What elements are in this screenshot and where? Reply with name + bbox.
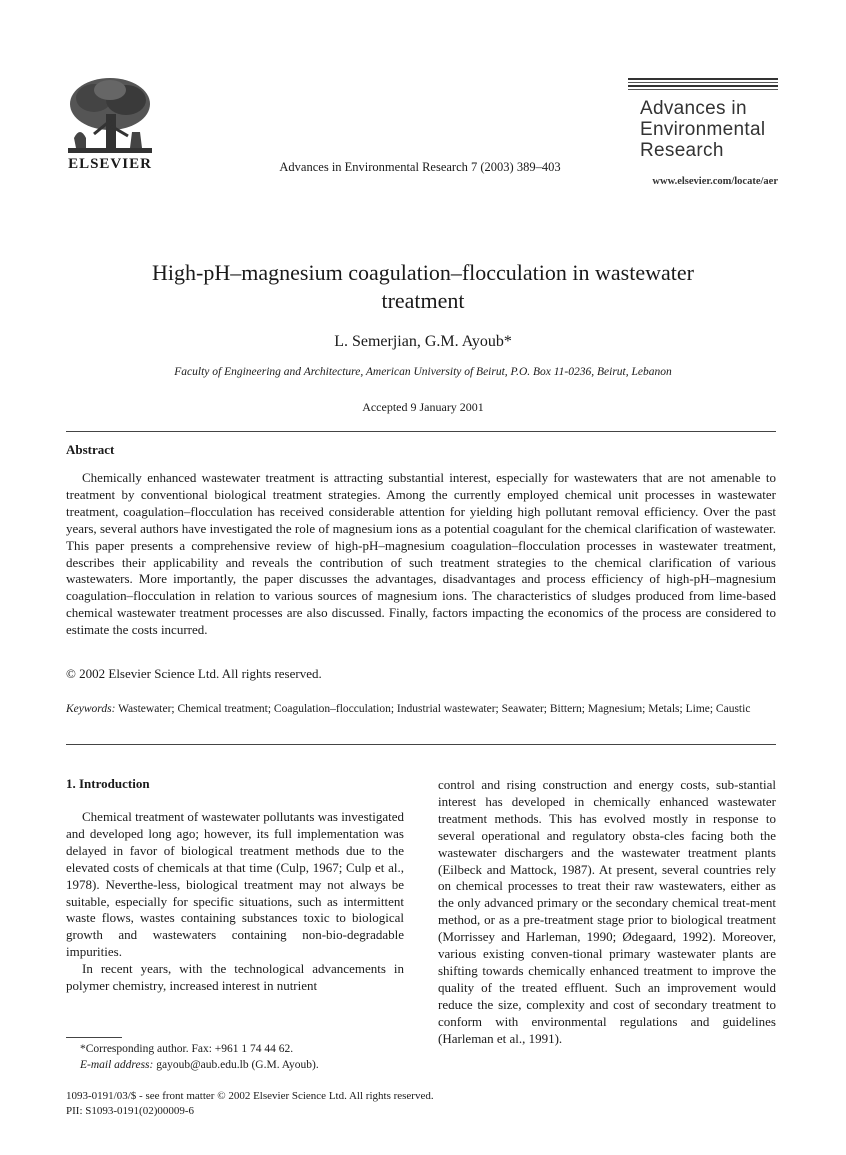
section-divider — [66, 744, 776, 745]
journal-citation: Advances in Environmental Research 7 (2003) 389–403 — [279, 160, 561, 174]
article-title — [70, 259, 776, 315]
left-column — [66, 776, 404, 995]
accepted-date: Accepted 9 January 2001 — [362, 400, 484, 414]
email-address[interactable]: gayoub@aub.edu.lb (G.M. Ayoub). — [156, 1058, 319, 1071]
journal-name-line: Environmental — [640, 119, 766, 140]
email-note — [66, 1058, 404, 1074]
intro-paragraph: Chemical treatment of wastewater pollutants was investigated and developed long ago; however, its full implementation was delayed in favor of biological treatment methods due to the elevated costs of chemicals at that time (Culp, 1967; Culp et al., 1978). Neverthe-less, biological treatment may not always be suitable, especially for specific situations, such as intermittent waste flows, wastes containing substances toxic to biological growth and wastewaters containing non-bio-degradable impurities. — [66, 809, 405, 960]
pii-line: PII: S1093-0191(02)00009-6 — [66, 1105, 195, 1117]
journal-name — [640, 98, 780, 161]
keywords-label: Keywords: — [66, 703, 116, 715]
journal-masthead — [628, 78, 778, 161]
elsevier-logo — [64, 76, 156, 176]
intro-paragraph: control and rising construction and energy costs, sub-stantial interest has developed in chemically enhanced wastewater treatment methods. This has evolved mostly in response to several operational and regulatory obsta-cles facing both the wastewater dischargers and the wastewater treatment plants (Eilbeck and Mattock, 1987). At present, several countries rely on chemical processes to treat their raw wastewaters, either as the only advanced primary or the secondary chemical treat-ment method, or as a pre-treatment stage prior to biological treatment (Morrissey and Harleman, 1990; Ødegaard, 1992). Moreover, various existing conven-tional primary wastewater plants are shifting towards chemically enhanced treatment to improve the quality of the treated effluent. Such an improvement would reduce the size, complexity and cost of secondary treatment to conform with environmental regulations and guidelines (Harleman et al., 1991). — [438, 777, 776, 1046]
keywords-text: Wastewater; Chemical treatment; Coagulation–flocculation; Industrial wastewater; Seawater; Bittern; Magnesium; Metals; Lime; Caustic — [118, 703, 751, 715]
abstract-body — [66, 470, 776, 639]
masthead-rule — [628, 89, 778, 90]
masthead-rule — [628, 82, 778, 83]
footnote — [66, 1042, 404, 1073]
authors: L. Semerjian, G.M. Ayoub* — [334, 333, 512, 350]
abstract-heading: Abstract — [66, 442, 115, 457]
intro-paragraph: In recent years, with the technological advancements in polymer chemistry, increased interest in nutrient — [66, 961, 404, 994]
title-line: High-pH–magnesium coagulation–flocculation in wastewater — [152, 260, 694, 285]
email-label: E-mail address: — [80, 1058, 154, 1071]
title-line: treatment — [381, 288, 465, 313]
corresponding-author-note: *Corresponding author. Fax: +961 1 74 44 62. — [80, 1043, 294, 1055]
issn-block — [66, 1089, 434, 1119]
intro-heading: 1. Introduction — [66, 776, 150, 791]
journal-name-line: Research — [640, 140, 724, 161]
publisher-name: ELSEVIER — [68, 156, 152, 172]
masthead-rule — [628, 78, 778, 80]
abstract-copyright: © 2002 Elsevier Science Ltd. All rights reserved. — [66, 666, 322, 681]
footnote-divider — [66, 1037, 122, 1038]
keywords — [66, 702, 776, 718]
masthead-rule — [628, 85, 778, 87]
journal-name-line: Advances in — [640, 98, 747, 119]
issn-line: 1093-0191/03/$ - see front matter © 2002 Elsevier Science Ltd. All rights reserved. — [66, 1090, 434, 1102]
abstract-text: Chemically enhanced wastewater treatment is attracting substantial interest, especially for wastewaters that are not amenable to treatment by conventional biological treatment strategies. Among the currently employed chemical unit processes in wastewater treatment, coagulation–flocculation has received considerable attention for yielding high pollutant removal efficiency. Over the past years, several authors have investigated the role of magnesium ions as a potential coagulant for the chemical clarification of wastewater. This paper presents a comprehensive review of high-pH–magnesium coagulation–flocculation processes in wastewater treatment, describes their applicability and reveals the contribution of such treatment strategies to the chemical clarification of various wastewaters. More importantly, the paper discusses the advantages, disadvantages and process efficiency of high-pH–magnesium coagulation–flocculation in relation to various sources of magnesium ions. The characteristics of sludges produced from lime-based chemical wastewater treatment processes are also discussed. Finally, factors impacting the economics of the process are considered to estimate the costs incurred. — [66, 470, 776, 638]
right-column — [438, 777, 776, 1048]
affiliation: Faculty of Engineering and Architecture, American University of Beirut, P.O. Box 11-0236, Beirut, Lebanon — [174, 366, 672, 378]
journal-url[interactable]: www.elsevier.com/locate/aer — [652, 176, 778, 187]
elsevier-tree-icon — [64, 76, 156, 156]
section-divider — [66, 431, 776, 432]
